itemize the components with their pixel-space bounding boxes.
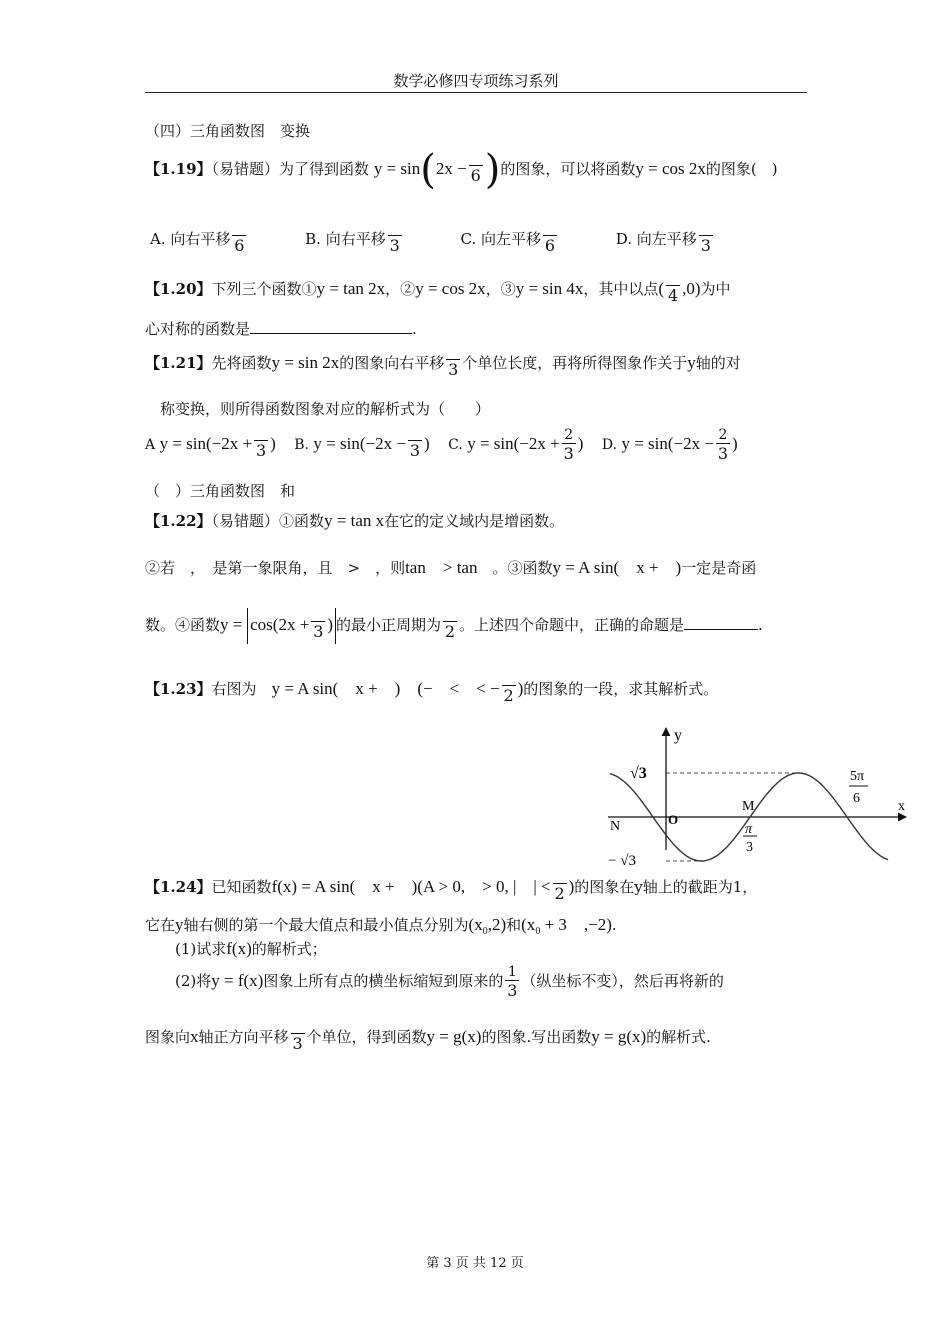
math-expr: y = cos 2x — [635, 159, 706, 178]
math-expr: > tan — [425, 558, 478, 577]
math-expr: y = sin 4x — [515, 279, 584, 298]
question-text: ②若 ， 是第一象限角，且 > ，则 — [145, 559, 406, 577]
math-expr: y — [175, 915, 184, 934]
period: . — [611, 916, 617, 934]
question-text: 的图象( ) — [705, 160, 778, 178]
answer-blank — [250, 333, 412, 334]
question-text: 它在 — [145, 916, 176, 934]
m-fraction-den: 3 — [746, 840, 753, 855]
choice-d: D. 向左平移 3 — [616, 226, 715, 254]
left-paren: ( — [420, 147, 436, 193]
right-paren: ) — [484, 147, 501, 193]
sine-graph — [600, 720, 930, 865]
math-expr: y = f(x) — [211, 971, 264, 990]
fraction: 3 — [446, 350, 460, 378]
question-text: 已知函数 — [211, 878, 272, 896]
math-expr: 2x − — [435, 159, 467, 178]
question-1-19 — [145, 147, 809, 193]
question-1-21 — [145, 350, 809, 378]
question-text: 为中 — [700, 280, 731, 298]
sqrt3-label: √3 — [630, 765, 647, 782]
fraction: 3 — [291, 1024, 305, 1052]
right-fraction-den: 6 — [853, 791, 860, 806]
choice-c: C. y = sin(−2x + $\frac{2}{3}$ ) — [448, 427, 584, 463]
question-1-20 — [145, 276, 809, 304]
math-expr: ) — [517, 679, 524, 698]
math-expr: x — [190, 1027, 199, 1046]
math-expr: y = tan 2x — [316, 279, 386, 298]
period: . — [412, 320, 417, 338]
math-expr: f(x) — [226, 939, 252, 958]
question-text: 一定是奇函 — [681, 559, 757, 577]
math-expr: y — [687, 353, 696, 372]
question-text: ，其中以点 — [583, 280, 659, 298]
fraction: 6 — [469, 156, 483, 184]
question-text: 的图象在y轴上的截距为1， — [574, 878, 758, 896]
question-text: 下列三个函数① — [211, 280, 317, 298]
question-1-24 — [145, 872, 809, 902]
question-text: 的解析式； — [251, 940, 327, 958]
question-tag: 【1.22】 — [145, 512, 212, 530]
choice-c: C. 向左平移 6 — [461, 226, 559, 254]
question-text: 右图为 — [211, 680, 257, 698]
fraction: $\frac{1}{3}$ — [507, 964, 518, 1000]
question-text: ，③ — [485, 280, 516, 298]
header-rule — [145, 92, 807, 93]
question-text: 个单位长度，再将所得图象作关于 — [462, 354, 688, 372]
question-1-24-line5 — [145, 1024, 809, 1052]
math-expr: f(x) = A sin( x + )(A > 0, > 0, | | < — [271, 877, 551, 896]
question-text: 个单位，得到函数 — [306, 1028, 427, 1046]
math-expr: y = sin 2x — [271, 353, 340, 372]
question-1-22 — [145, 510, 809, 531]
question-1-22-line2 — [145, 553, 809, 578]
question-1-23 — [145, 674, 809, 704]
question-text: 的解析式. — [646, 1028, 711, 1046]
math-expr: y = sin — [373, 159, 421, 178]
question-text: （纵坐标不变），然后再将新的 — [521, 972, 724, 990]
question-text: (1)试求 — [175, 940, 227, 958]
question-text: 和 — [506, 916, 522, 934]
math-expr: ) — [568, 877, 575, 896]
question-text: 轴右侧的第一个最大值点和最小值点分别为 — [183, 916, 469, 934]
section-heading-5: （ ）三角函数图 和 — [145, 482, 296, 500]
choices-1-19 — [150, 226, 814, 254]
question-tag: 【1.24】 — [145, 878, 212, 896]
question-text: 先将函数 — [211, 354, 272, 372]
y-axis-label: y — [674, 727, 682, 744]
question-text: 的图象.写出函数 — [481, 1028, 592, 1046]
fraction: 2 — [553, 874, 567, 902]
section-heading-4: （四）三角函数图 变换 — [145, 122, 311, 140]
fraction: 2 — [443, 612, 457, 640]
question-1-20-line2 — [145, 318, 809, 339]
question-text: 的图象，可以将函数 — [500, 160, 636, 178]
question-tag: 【1.23】 — [145, 680, 212, 698]
question-1-24-part1 — [175, 938, 839, 959]
question-tag: 【1.21】 — [145, 354, 212, 372]
question-1-21-line2: 称变换，则所得函数图象对应的解析式为（ ） — [160, 400, 491, 418]
absolute-value: cos(2x + 3 ) — [247, 608, 336, 644]
m-fraction-num: π — [745, 822, 753, 837]
question-text: (2)将 — [175, 972, 212, 990]
question-text: 心对称的函数是 — [145, 320, 251, 338]
fraction: 4 — [666, 276, 680, 304]
question-1-24-part2 — [175, 965, 839, 999]
question-text: 轴正方向平移 — [198, 1028, 289, 1046]
math-expr: tan — [405, 558, 426, 577]
question-1-24-line2 — [145, 910, 809, 937]
x-axis-label: x — [898, 799, 905, 814]
math-expr: y = g(x) — [426, 1027, 482, 1046]
math-expr: ,0) — [682, 279, 701, 298]
choice-a: A y = sin(−2x + 3 ) — [145, 437, 276, 453]
question-1-22-line3 — [145, 608, 809, 644]
period: . — [758, 616, 763, 634]
point-max: $(x_0,2)$ — [468, 915, 507, 937]
math-expr: y = — [220, 615, 243, 634]
math-expr: ( — [658, 279, 665, 298]
question-text: 在它的定义域内是增函数。 — [384, 512, 565, 530]
running-header: 数学必修四专项练习系列 — [393, 72, 559, 90]
point-min: ($x_0 + 3$ ,−2) — [521, 915, 612, 937]
question-text: 的图象向右平移 — [339, 354, 445, 372]
question-tag: 【1.19】 — [145, 160, 212, 178]
question-text: 的图象的一段，求其解析式。 — [523, 680, 719, 698]
answer-blank — [684, 629, 758, 630]
fraction: 2 — [502, 676, 516, 704]
question-text: 。③函数 — [477, 559, 553, 577]
origin-label: O — [668, 812, 679, 827]
choice-a: A. 向右平移 6 — [150, 226, 248, 254]
math-expr: y = A sin( x + ) (− < < − — [271, 679, 500, 698]
question-text: 轴的对 — [695, 354, 741, 372]
question-text: （易错题）为了得到函数 — [211, 160, 370, 178]
math-expr: y = tan x — [324, 511, 385, 530]
math-expr: y = A sin( x + ) — [552, 558, 682, 577]
choice-b: B. 向右平移 3 — [305, 226, 404, 254]
question-text: 数。④函数 — [145, 616, 221, 634]
choices-1-21 — [145, 428, 809, 462]
choice-d: D. y = sin(−2x − $\frac{2}{3}$ ) — [601, 427, 738, 463]
page-footer: 第 3 页 共 12 页 — [426, 1256, 524, 1271]
question-text: 图象向 — [145, 1028, 191, 1046]
point-n-label: N — [610, 819, 621, 834]
question-text: 。上述四个命题中，正确的命题是 — [459, 616, 685, 634]
question-text: （易错题）①函数 — [211, 512, 325, 530]
neg-sqrt3-label: − √3 — [608, 853, 636, 865]
math-expr: y = g(x) — [591, 1027, 647, 1046]
question-text: 的最小正周期为 — [335, 616, 441, 634]
math-expr: y = cos 2x — [415, 279, 486, 298]
question-text: ，② — [385, 280, 416, 298]
question-tag: 【1.20】 — [145, 280, 212, 298]
question-text: 图象上所有点的横坐标缩短到原来的 — [263, 972, 504, 990]
point-m-label: M — [742, 799, 755, 814]
right-fraction-num: 5π — [850, 769, 865, 784]
choice-b: B. y = sin(−2x − 3 ) — [294, 437, 429, 453]
